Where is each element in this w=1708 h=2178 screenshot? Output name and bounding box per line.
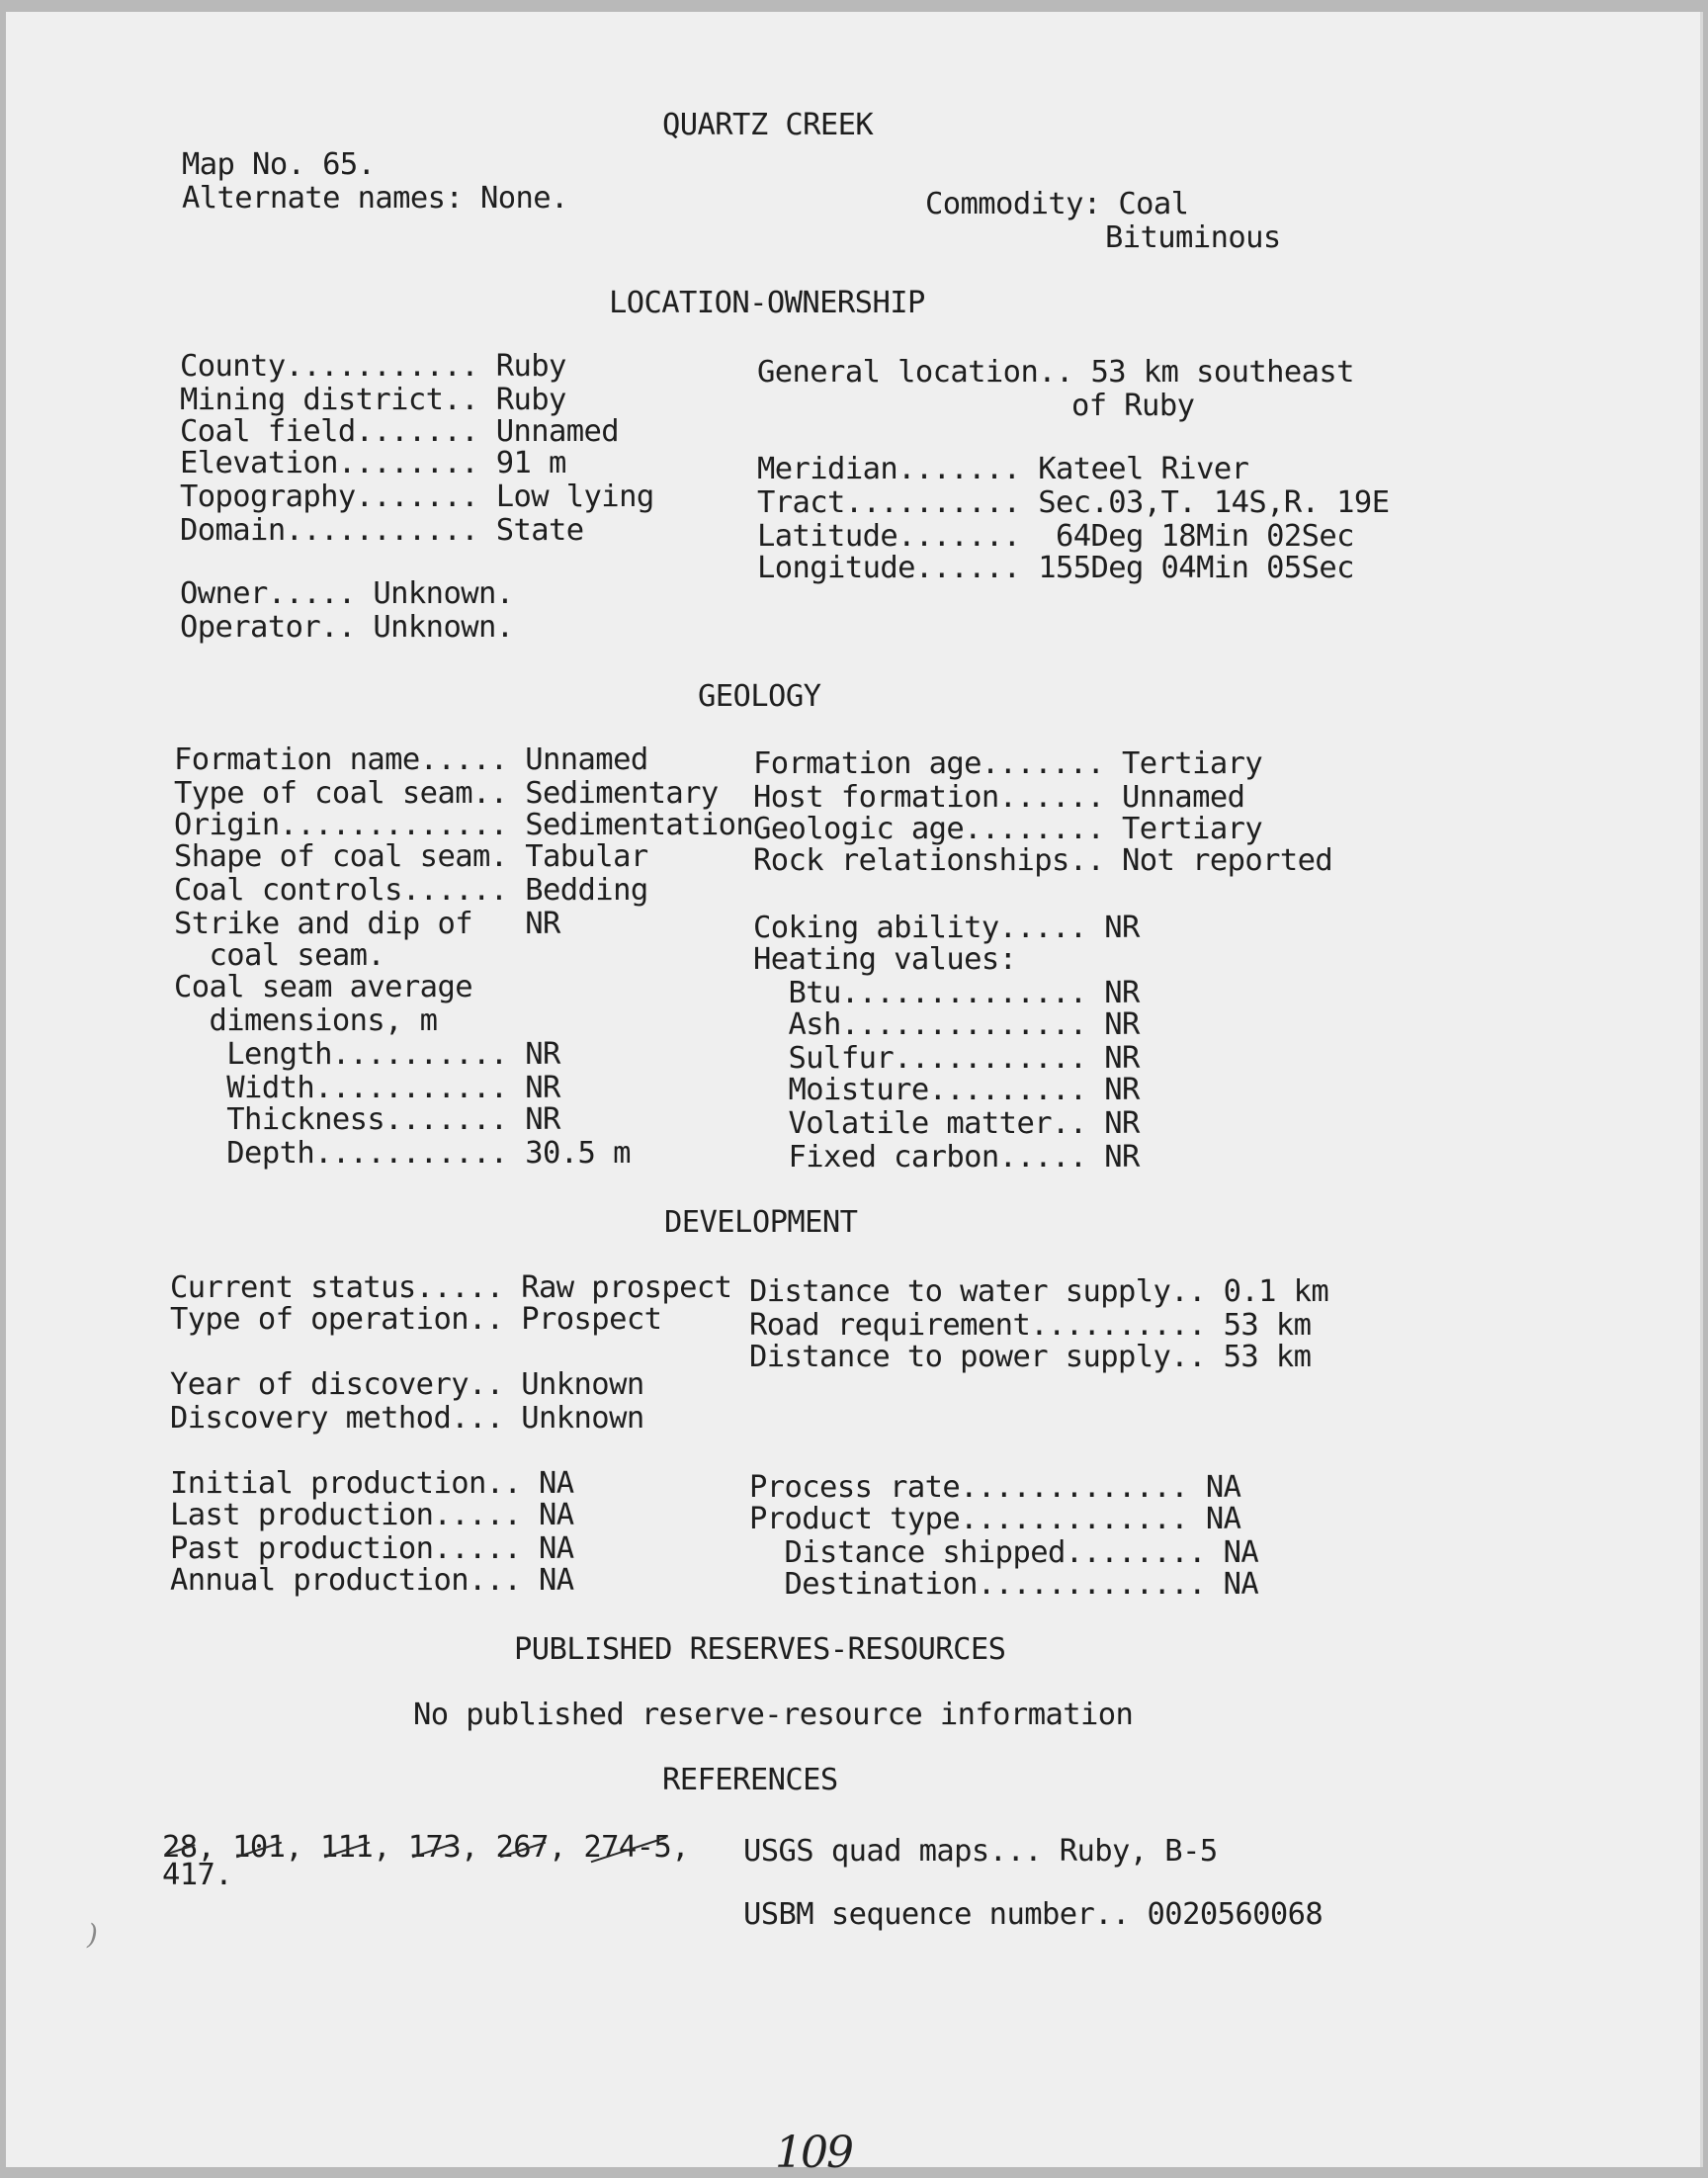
usbm-sequence-number: USBM sequence number.. 0020560068 [743, 1897, 1324, 1932]
commodity-type: Bituminous [1105, 220, 1281, 255]
heating-value-field: Sulfur........... NR [753, 1041, 1140, 1076]
geology-field: Thickness....... NR [174, 1102, 560, 1137]
usgs-quad-maps: USGS quad maps... Ruby, B-5 [743, 1834, 1218, 1869]
geology-field: Heating values: [753, 942, 1017, 977]
geology-field: Coal seam average [174, 970, 472, 1004]
document-page [6, 12, 1703, 2178]
location-field: Topography....... Low lying [180, 479, 654, 514]
geology-field: coal seam. [174, 938, 385, 973]
commodity: Commodity: Coal [925, 187, 1189, 221]
location-field: Elevation........ 91 m [180, 446, 566, 480]
production-field: Annual production... NA [170, 1563, 574, 1598]
location-field: Latitude....... 64Deg 18Min 02Sec [757, 519, 1354, 554]
location-field: Mining district.. Ruby [180, 383, 566, 417]
location-field: Tract.......... Sec.03,T. 14S,R. 19E [757, 485, 1390, 520]
owner-field: Owner..... Unknown. [180, 576, 514, 611]
map-number: Map No. 65. [182, 147, 376, 182]
production-field: Initial production.. NA [170, 1466, 574, 1501]
document-title: QUARTZ CREEK [662, 108, 874, 142]
production-field: Past production..... NA [170, 1531, 574, 1566]
geology-field: Depth........... 30.5 m [174, 1136, 631, 1171]
geology-field: Formation name..... Unnamed [174, 742, 648, 777]
geology-field: Geologic age........ Tertiary [753, 812, 1263, 846]
geology-field: Rock relationships.. Not reported [753, 843, 1333, 878]
reference-number: 173 [407, 1830, 462, 1865]
section-heading-geology: GEOLOGY [698, 679, 821, 714]
development-field: Current status..... Raw prospect [170, 1270, 732, 1305]
page-number: 109 [775, 2128, 852, 2178]
geology-field: Origin............. Sedimentation [174, 808, 754, 842]
location-field: County........... Ruby [180, 349, 566, 384]
heating-value-field: Btu.............. NR [753, 976, 1140, 1010]
scan-mark: ) [87, 1918, 98, 1951]
development-field: Distance to water supply.. 0.1 km [749, 1274, 1329, 1309]
geology-field: Shape of coal seam. Tabular [174, 839, 648, 874]
development-field: Distance to power supply.. 53 km [749, 1340, 1312, 1374]
process-field: Distance shipped........ NA [749, 1535, 1259, 1570]
location-field: Domain........... State [180, 513, 584, 548]
process-field: Product type............. NA [749, 1502, 1241, 1536]
reserves-statement: No published reserve-resource information [413, 1698, 1134, 1732]
geology-field: dimensions, m [174, 1003, 438, 1038]
geology-field: Width........... NR [174, 1071, 560, 1105]
production-field: Last production..... NA [170, 1498, 574, 1532]
development-field: Year of discovery.. Unknown [170, 1367, 644, 1402]
development-field: Road requirement.......... 53 km [749, 1308, 1312, 1343]
reference-numbers: 28, 101, 111, 173, 267, 274-5, [162, 1830, 689, 1865]
development-field: Discovery method... Unknown [170, 1401, 644, 1436]
heating-value-field: Ash.............. NR [753, 1007, 1140, 1042]
reference-number: 274-5 [583, 1830, 672, 1865]
geology-field: Strike and dip of NR [174, 907, 560, 941]
alternate-names: Alternate names: None. [182, 181, 568, 216]
general-location-cont: of Ruby [1071, 389, 1195, 423]
geology-field: Coal controls...... Bedding [174, 873, 648, 908]
reference-number: 267 [495, 1830, 549, 1865]
geology-field: Length.......... NR [174, 1037, 560, 1072]
operator-field: Operator.. Unknown. [180, 610, 514, 645]
process-field: Destination............. NA [749, 1567, 1259, 1602]
reference-number: 101 [232, 1830, 286, 1865]
heating-value-field: Moisture......... NR [753, 1073, 1140, 1107]
process-field: Process rate............. NA [749, 1470, 1241, 1505]
location-field: Meridian....... Kateel River [757, 452, 1249, 486]
geology-field: Type of coal seam.. Sedimentary [174, 776, 719, 811]
reference-number-last: 417. [162, 1858, 233, 1892]
geology-field: Coking ability..... NR [753, 911, 1140, 945]
reference-number: 28 [162, 1830, 198, 1865]
location-field: Longitude...... 155Deg 04Min 05Sec [757, 551, 1354, 585]
location-field: Coal field....... Unnamed [180, 414, 620, 449]
development-field: Type of operation.. Prospect [170, 1302, 662, 1337]
section-heading-development: DEVELOPMENT [664, 1205, 858, 1240]
geology-field: Host formation...... Unnamed [753, 780, 1245, 815]
geology-field: Formation age....... Tertiary [753, 746, 1263, 781]
section-heading-references: REFERENCES [662, 1763, 838, 1797]
heating-value-field: Volatile matter.. NR [753, 1106, 1140, 1141]
reference-number: 111 [319, 1830, 374, 1865]
section-heading-reserves: PUBLISHED RESERVES-RESOURCES [514, 1632, 1006, 1667]
heating-value-field: Fixed carbon..... NR [753, 1140, 1140, 1175]
section-heading-location: LOCATION-OWNERSHIP [609, 286, 925, 320]
general-location: General location.. 53 km southeast [757, 355, 1354, 390]
